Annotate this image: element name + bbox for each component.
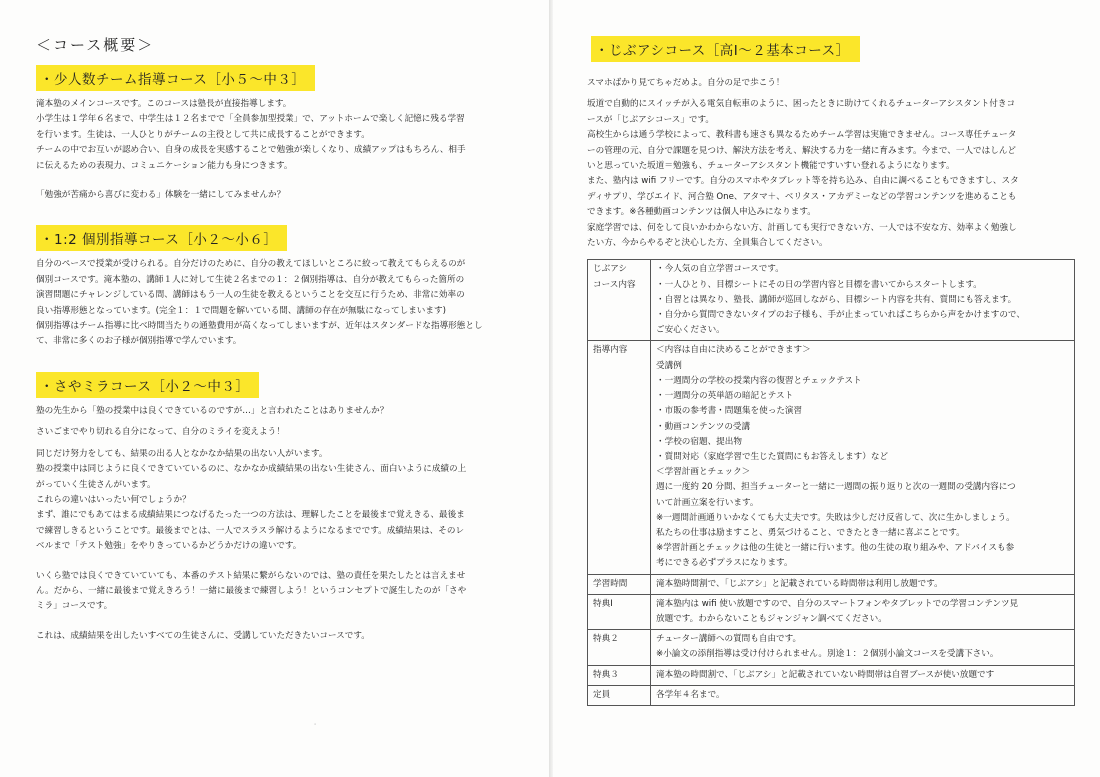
stray-mark: ﾟ xyxy=(314,723,318,732)
row-label: 学習時間 xyxy=(588,574,651,594)
row-label: 特典３ xyxy=(588,665,651,685)
table-row xyxy=(588,574,1075,594)
table-row xyxy=(588,594,1075,629)
section-paragraph: 自分のペースで授業が受けられる。自分だけのために、自分の教えてほしいところに絞って教えてもらえるのが 個別コースです。滝本塾の、講師１人に対して生徒２名までの１：２個別指導は、自分が教えてもらった箇所の 演習問題にチャレンジしている間、講師はもう一人の生徒を教えるということを交互に行うため、非常に効率の 良い指導形態となっています。(完全１：１で問題を解いている間、講師の存在が無駄になってしまいます) 個別指導はチーム指導に比べ時間当たりの通塾費用が高くなってしまいますが、近年はスタンダードな指導形態とし て、非常に多くのお子様が個別指導で学んでいます。 xyxy=(36,259,483,347)
section-paragraph: これは、成績結果を出したいすべての生徒さんに、受講していただきたいコースです。 xyxy=(36,630,370,641)
row-value: 滝本塾時間割で、「じぶアシ」と記載されている時間帯は利用し放題です。 xyxy=(651,574,1075,594)
page-title: ＜コース概要＞ xyxy=(36,36,155,54)
row-value: 滝本塾の時間割で、「じぶアシ」と記載されていない時間帯は自習ブースが使い放題です xyxy=(651,665,1075,685)
table-row xyxy=(588,685,1075,705)
section-paragraph: 塾の先生から「塾の授業中は良くできているのですが…」と言われたことはありませんか？ xyxy=(36,405,389,416)
row-label: 特典２ xyxy=(588,630,651,665)
section-paragraph: 「勉強が苦痛から喜びに変わる」体験を一緒にしてみませんか？ xyxy=(36,190,286,201)
row-value: ・今人気の自立学習コースです。 ・一人ひとり、目標シートにその日の学習内容と目標を書いてからスタートします。 ・自習とは異なり、塾長、講師が巡回しながら、目標シート内容を共有、質問にも答えます。 ・自分から質問できないタイプのお子様も、手が止まっていればこちらから声をかけますので、 ご安心ください。 xyxy=(651,260,1075,341)
row-label: 定員 xyxy=(588,685,651,705)
section-paragraph: 同じだけ努力をしても、結果の出る人となかなか結果の出ない人がいます。 塾の授業中は同じように良くできていているのに、なかなか成績結果の出ない生徒さん、面白いように成績の上 がっていく生徒さんがいます。 これらの違いはいったい何でしょうか？ まず、誰にでもあてはまる成績結果につなげるたった一つの方法は、理解したことを最後まで覚えきる、最後ま で練習しきるということです。最後までとは、一人でスラスラ解けるようになるまでです。成績結果は、そのレ ベルまで「テスト勉強」をやりきっているかどうかだけの違いです。 xyxy=(36,448,467,552)
section-paragraph: 滝本塾のメインコースです。このコースは塾長が直接指導します。 小学生は１学年６名まで、中学生は１２名までで「全員参加型授業」で、アットホームで楽しく記憶に残る学習 を行います。生徒は、一人ひとりがチームの主役として共に成長することができます。 チームの中でお互いが認め合い、自身の成長を実感することで勉強が楽しくなり、成績アップはもちろん、相手 に伝えるための表現力、コミュニケーション能力も身につきます。 xyxy=(36,99,466,171)
table-row xyxy=(588,341,1075,574)
section-paragraph: いくら塾では良くできていていても、本番のテスト結果に繋がらないのでは、塾の責任を果たしたとは言えませ ん。だから、一緒に最後まで覚えきろう！一緒に最後まで練習しよう！というコンセプトで誕生したのが「さや ミラ」コースです。 xyxy=(36,570,467,612)
table-row xyxy=(588,665,1075,685)
row-value: 各学年４名まで。 xyxy=(651,685,1075,705)
intro-paragraph: スマホばかり見てちゃだめよ。自分の足で歩こう！ xyxy=(587,78,785,88)
right-page xyxy=(553,0,1100,777)
row-label: じぶアシ コース内容 xyxy=(588,260,651,341)
section-heading: ・さやミラコース［小２～中３］ xyxy=(36,372,259,398)
row-value: ＜内容は自由に決めることができます＞ 受講例 ・一週間分の学校の授業内容の復習とチェックテスト ・一週間分の英単語の暗記とテスト ・市販の参考書・問題集を使った演習 ・動画コンテンツの受講 ・学校の宿題、提出物 ・質問対応（家庭学習で生じた質問にもお答えします）など ＜学習計画とチェック＞ 週に一度約 20 分間、担当チューターと一緒に一週間の振り返りと次の一週間の受講内容につ いて計画立案を行います。 ※一週間計画通りいかなくても大丈夫です。失敗は少しだけ反省して、次に生かしましょう。 私たちの仕事は励ますこと、勇気づけること、できたとき一緒に喜ぶことです。 ※学習計画とチェックは他の生徒と一緒に行います。他の生徒の取り組みや、アドバイスも参 考にできる必ずプラスになります。 xyxy=(651,341,1075,574)
section-sayamira xyxy=(36,372,531,644)
row-label: 指導内容 xyxy=(588,341,651,574)
table-row xyxy=(588,260,1075,341)
section-heading: ・1:2 個別指導コース［小２～小６］ xyxy=(36,225,287,251)
left-page xyxy=(0,0,549,777)
table-row xyxy=(588,630,1075,665)
section-paragraph: さいごまでやり切れる自分になって、自分のミライを変えよう！ xyxy=(36,427,285,438)
section-individual xyxy=(36,225,531,349)
row-label: 特典Ⅰ xyxy=(588,594,651,629)
course-table xyxy=(587,259,1075,705)
section-heading: ・少人数チーム指導コース［小５～中３］ xyxy=(36,65,315,91)
row-value: チューター講師への質問も自由です。 ※小論文の添削指導は受け付けられません。別途１：２個別小論文コースを受講下さい。 xyxy=(651,630,1075,665)
section-heading: ・じぶアシコース［高Ⅰ～２基本コース］ xyxy=(591,36,860,62)
intro-paragraph: 坂道で自動的にスイッチが入る電気自転車のように、困ったときに助けてくれるチューターアシスタント付きコ ースが「じぶアシコース」です。 高校生からは通う学校によって、教科書も速さも異なるためチーム学習は実施できません。コース専任チュータ ーの管理の元、自分で課題を見つけ、解決方法を考え、解決する力を一緒に育みます。今まで、一人ではしんど いと思っていた坂道＝勉強も、チューターアシスタント機能ですいすい登れるようになります。 また、塾内は wifi フリーです。自分のスマホやタブレット等を持ち込み、自由に調べることもできますし、スタ ディサプリ、学びエイド、河合塾 One、アタマ＋、ベリタス・アカデミーなどの学習コンテンツを進めることも できます。※各種動画コンテンツは個人申込みになります。 家庭学習では、何をして良いかわからない方、計画しても実行できない方、一人では不安な方、効率よく勉強し たい方、今からやるぞと決心した方、全員集合してください。 xyxy=(587,99,1019,249)
row-value: 滝本塾内は wifi 使い放題ですので、自分のスマートフォンやタブレットでの学習コンテンツ見 放題です。わからないこともジャンジャン調べてください。 xyxy=(651,594,1075,629)
section-small-team xyxy=(36,65,531,203)
